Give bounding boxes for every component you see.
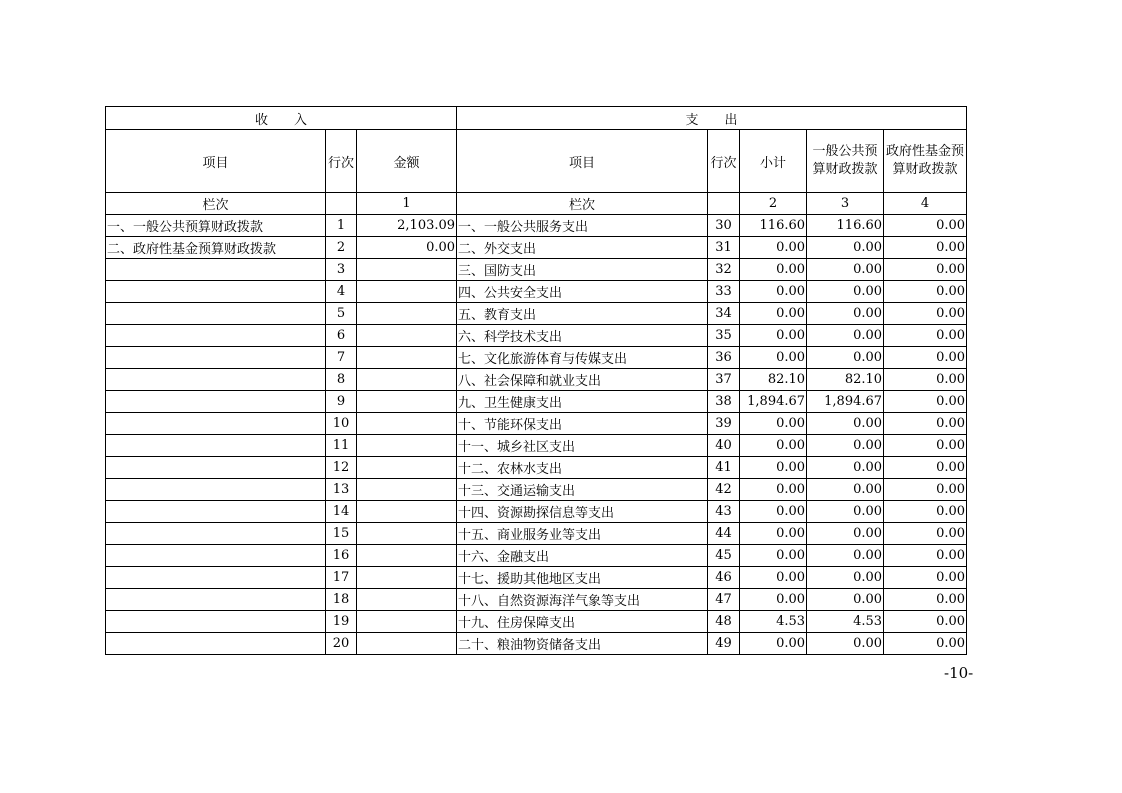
expense-row-no-cell: 45 (708, 545, 740, 567)
colnum-1: 1 (357, 193, 457, 215)
income-item-cell (106, 457, 326, 479)
expense-colnum-label: 栏次 (457, 193, 708, 215)
income-amount-cell (357, 281, 457, 303)
expense-row-no-cell: 43 (708, 501, 740, 523)
table-row (106, 589, 967, 611)
income-amount-cell (357, 545, 457, 567)
general-budget-cell: 0.00 (807, 633, 884, 655)
subtotal-cell: 0.00 (740, 479, 807, 501)
income-amount-cell (357, 633, 457, 655)
income-amount-cell: 2,103.09 (357, 215, 457, 237)
income-row-no-cell: 5 (326, 303, 357, 325)
income-row-no-cell: 2 (326, 237, 357, 259)
income-amount-header: 金额 (357, 130, 457, 193)
income-amount-cell: 0.00 (357, 237, 457, 259)
subtotal-cell: 116.60 (740, 215, 807, 237)
fund-budget-cell: 0.00 (884, 303, 967, 325)
income-row-no-cell: 12 (326, 457, 357, 479)
subtotal-cell: 0.00 (740, 413, 807, 435)
expense-item-cell: 十七、援助其他地区支出 (457, 567, 708, 589)
income-section-header: 收 入 (106, 107, 457, 130)
income-row-no-cell: 15 (326, 523, 357, 545)
subtotal-cell: 0.00 (740, 545, 807, 567)
income-item-cell: 一、一般公共预算财政拨款 (106, 215, 326, 237)
expense-row-no-cell: 35 (708, 325, 740, 347)
general-budget-cell: 0.00 (807, 545, 884, 567)
income-row-no-cell: 19 (326, 611, 357, 633)
income-amount-cell (357, 391, 457, 413)
table-row (106, 259, 967, 281)
table-row (106, 303, 967, 325)
fund-budget-cell: 0.00 (884, 545, 967, 567)
table-row (106, 369, 967, 391)
subtotal-cell: 0.00 (740, 259, 807, 281)
expense-item-cell: 六、科学技术支出 (457, 325, 708, 347)
general-budget-cell: 0.00 (807, 435, 884, 457)
fund-budget-cell: 0.00 (884, 501, 967, 523)
general-budget-cell: 1,894.67 (807, 391, 884, 413)
income-amount-cell (357, 369, 457, 391)
income-amount-cell (357, 479, 457, 501)
expense-item-cell: 二十、粮油物资储备支出 (457, 633, 708, 655)
table-row (106, 281, 967, 303)
table-row (106, 215, 967, 237)
general-budget-cell: 0.00 (807, 259, 884, 281)
expense-item-cell: 十一、城乡社区支出 (457, 435, 708, 457)
fund-budget-cell: 0.00 (884, 523, 967, 545)
expense-row-no-cell: 36 (708, 347, 740, 369)
income-item-cell (106, 611, 326, 633)
income-row-no-cell: 8 (326, 369, 357, 391)
table-row (106, 545, 967, 567)
expense-row-no-cell: 46 (708, 567, 740, 589)
subtotal-cell: 0.00 (740, 347, 807, 369)
income-amount-cell (357, 435, 457, 457)
expense-row-no-cell: 34 (708, 303, 740, 325)
fund-budget-cell: 0.00 (884, 259, 967, 281)
subtotal-cell: 0.00 (740, 325, 807, 347)
table-row (106, 523, 967, 545)
expense-row-no-cell: 41 (708, 457, 740, 479)
subtotal-cell: 0.00 (740, 281, 807, 303)
fund-budget-cell: 0.00 (884, 479, 967, 501)
expense-item-cell: 五、教育支出 (457, 303, 708, 325)
income-item-cell (106, 303, 326, 325)
general-budget-cell: 4.53 (807, 611, 884, 633)
expense-item-cell: 十四、资源勘探信息等支出 (457, 501, 708, 523)
general-budget-cell: 0.00 (807, 237, 884, 259)
income-row-no-cell: 7 (326, 347, 357, 369)
income-amount-cell (357, 611, 457, 633)
subtotal-cell: 0.00 (740, 501, 807, 523)
income-amount-cell (357, 259, 457, 281)
income-row-no-cell: 20 (326, 633, 357, 655)
fund-budget-cell: 0.00 (884, 589, 967, 611)
column-number-row (106, 193, 967, 215)
income-row-no-cell: 11 (326, 435, 357, 457)
fund-budget-cell: 0.00 (884, 611, 967, 633)
general-budget-cell: 0.00 (807, 325, 884, 347)
income-item-cell (106, 567, 326, 589)
income-amount-cell (357, 347, 457, 369)
expense-item-cell: 四、公共安全支出 (457, 281, 708, 303)
table-row (106, 611, 967, 633)
table-row (106, 413, 967, 435)
income-row-no-cell: 6 (326, 325, 357, 347)
general-budget-cell: 0.00 (807, 589, 884, 611)
income-amount-cell (357, 567, 457, 589)
colnum-2: 2 (740, 193, 807, 215)
general-budget-header: 一般公共预算财政拨款 (807, 130, 884, 193)
income-row-no-cell: 14 (326, 501, 357, 523)
income-row-no-cell: 13 (326, 479, 357, 501)
expense-item-cell: 八、社会保障和就业支出 (457, 369, 708, 391)
income-row-no-header: 行次 (326, 130, 357, 193)
colnum-4: 4 (884, 193, 967, 215)
expense-row-no-cell: 40 (708, 435, 740, 457)
income-item-cell: 二、政府性基金预算财政拨款 (106, 237, 326, 259)
expense-item-cell: 一、一般公共服务支出 (457, 215, 708, 237)
subtotal-cell: 0.00 (740, 303, 807, 325)
fund-budget-cell: 0.00 (884, 281, 967, 303)
column-header-row (106, 130, 967, 193)
subtotal-cell: 4.53 (740, 611, 807, 633)
general-budget-cell: 0.00 (807, 303, 884, 325)
fund-budget-header: 政府性基金预算财政拨款 (884, 130, 967, 193)
expense-item-cell: 二、外交支出 (457, 237, 708, 259)
colnum-3: 3 (807, 193, 884, 215)
income-amount-cell (357, 413, 457, 435)
expense-item-cell: 九、卫生健康支出 (457, 391, 708, 413)
fund-budget-cell: 0.00 (884, 435, 967, 457)
income-item-cell (106, 259, 326, 281)
expense-item-header: 项目 (457, 130, 708, 193)
expense-section-header: 支 出 (457, 107, 967, 130)
budget-table (105, 106, 967, 655)
table-row (106, 567, 967, 589)
income-item-cell (106, 501, 326, 523)
fund-budget-cell: 0.00 (884, 215, 967, 237)
income-row-no-cell: 9 (326, 391, 357, 413)
income-item-cell (106, 347, 326, 369)
expense-item-cell: 十五、商业服务业等支出 (457, 523, 708, 545)
table-row (106, 501, 967, 523)
fund-budget-cell: 0.00 (884, 457, 967, 479)
income-item-cell (106, 545, 326, 567)
expense-row-no-cell: 38 (708, 391, 740, 413)
subtotal-cell: 0.00 (740, 523, 807, 545)
expense-row-no-cell: 49 (708, 633, 740, 655)
expense-row-no-cell: 42 (708, 479, 740, 501)
page-number: -10- (944, 664, 974, 682)
income-item-cell (106, 633, 326, 655)
fund-budget-cell: 0.00 (884, 413, 967, 435)
income-item-cell (106, 325, 326, 347)
income-row-no-cell: 4 (326, 281, 357, 303)
income-amount-cell (357, 589, 457, 611)
subtotal-cell: 0.00 (740, 633, 807, 655)
expense-row-no-cell: 37 (708, 369, 740, 391)
subtotal-cell: 0.00 (740, 237, 807, 259)
general-budget-cell: 0.00 (807, 413, 884, 435)
income-item-cell (106, 391, 326, 413)
income-item-cell (106, 281, 326, 303)
table-row (106, 237, 967, 259)
subtotal-cell: 0.00 (740, 457, 807, 479)
expense-item-cell: 三、国防支出 (457, 259, 708, 281)
expense-row-no-cell: 39 (708, 413, 740, 435)
fund-budget-cell: 0.00 (884, 325, 967, 347)
expense-item-cell: 十八、自然资源海洋气象等支出 (457, 589, 708, 611)
income-item-cell (106, 523, 326, 545)
expense-row-no-header: 行次 (708, 130, 740, 193)
table-row (106, 391, 967, 413)
income-colnum-label: 栏次 (106, 193, 326, 215)
income-row-no-cell: 16 (326, 545, 357, 567)
fund-budget-cell: 0.00 (884, 237, 967, 259)
general-budget-cell: 116.60 (807, 215, 884, 237)
income-row-no-cell: 3 (326, 259, 357, 281)
subtotal-cell: 1,894.67 (740, 391, 807, 413)
income-item-header: 项目 (106, 130, 326, 193)
general-budget-cell: 0.00 (807, 501, 884, 523)
income-row-no-cell: 18 (326, 589, 357, 611)
income-item-cell (106, 413, 326, 435)
table-row (106, 479, 967, 501)
expense-item-cell: 十三、交通运输支出 (457, 479, 708, 501)
general-budget-cell: 0.00 (807, 479, 884, 501)
subtotal-cell: 0.00 (740, 589, 807, 611)
general-budget-cell: 82.10 (807, 369, 884, 391)
fund-budget-cell: 0.00 (884, 567, 967, 589)
income-row-no-cell: 1 (326, 215, 357, 237)
subtotal-cell: 82.10 (740, 369, 807, 391)
income-item-cell (106, 369, 326, 391)
income-colnum-blank (326, 193, 357, 215)
expense-row-no-cell: 47 (708, 589, 740, 611)
income-item-cell (106, 479, 326, 501)
income-amount-cell (357, 303, 457, 325)
table-row (106, 633, 967, 655)
expense-row-no-cell: 44 (708, 523, 740, 545)
fund-budget-cell: 0.00 (884, 347, 967, 369)
subtotal-header: 小计 (740, 130, 807, 193)
expense-item-cell: 七、文化旅游体育与传媒支出 (457, 347, 708, 369)
income-amount-cell (357, 501, 457, 523)
income-row-no-cell: 17 (326, 567, 357, 589)
table-row (106, 325, 967, 347)
expense-row-no-cell: 33 (708, 281, 740, 303)
expense-item-cell: 十六、金融支出 (457, 545, 708, 567)
income-amount-cell (357, 457, 457, 479)
expense-item-cell: 十、节能环保支出 (457, 413, 708, 435)
expense-item-cell: 十九、住房保障支出 (457, 611, 708, 633)
general-budget-cell: 0.00 (807, 567, 884, 589)
income-item-cell (106, 589, 326, 611)
expense-row-no-cell: 31 (708, 237, 740, 259)
income-amount-cell (357, 523, 457, 545)
income-amount-cell (357, 325, 457, 347)
income-row-no-cell: 10 (326, 413, 357, 435)
fund-budget-cell: 0.00 (884, 391, 967, 413)
table-row (106, 347, 967, 369)
general-budget-cell: 0.00 (807, 347, 884, 369)
section-header-row (106, 107, 967, 130)
expense-row-no-cell: 32 (708, 259, 740, 281)
expense-colnum-blank (708, 193, 740, 215)
fund-budget-cell: 0.00 (884, 369, 967, 391)
subtotal-cell: 0.00 (740, 435, 807, 457)
general-budget-cell: 0.00 (807, 281, 884, 303)
general-budget-cell: 0.00 (807, 457, 884, 479)
table-row (106, 457, 967, 479)
general-budget-cell: 0.00 (807, 523, 884, 545)
fund-budget-cell: 0.00 (884, 633, 967, 655)
expense-row-no-cell: 48 (708, 611, 740, 633)
subtotal-cell: 0.00 (740, 567, 807, 589)
table-row (106, 435, 967, 457)
income-item-cell (106, 435, 326, 457)
expense-row-no-cell: 30 (708, 215, 740, 237)
expense-item-cell: 十二、农林水支出 (457, 457, 708, 479)
